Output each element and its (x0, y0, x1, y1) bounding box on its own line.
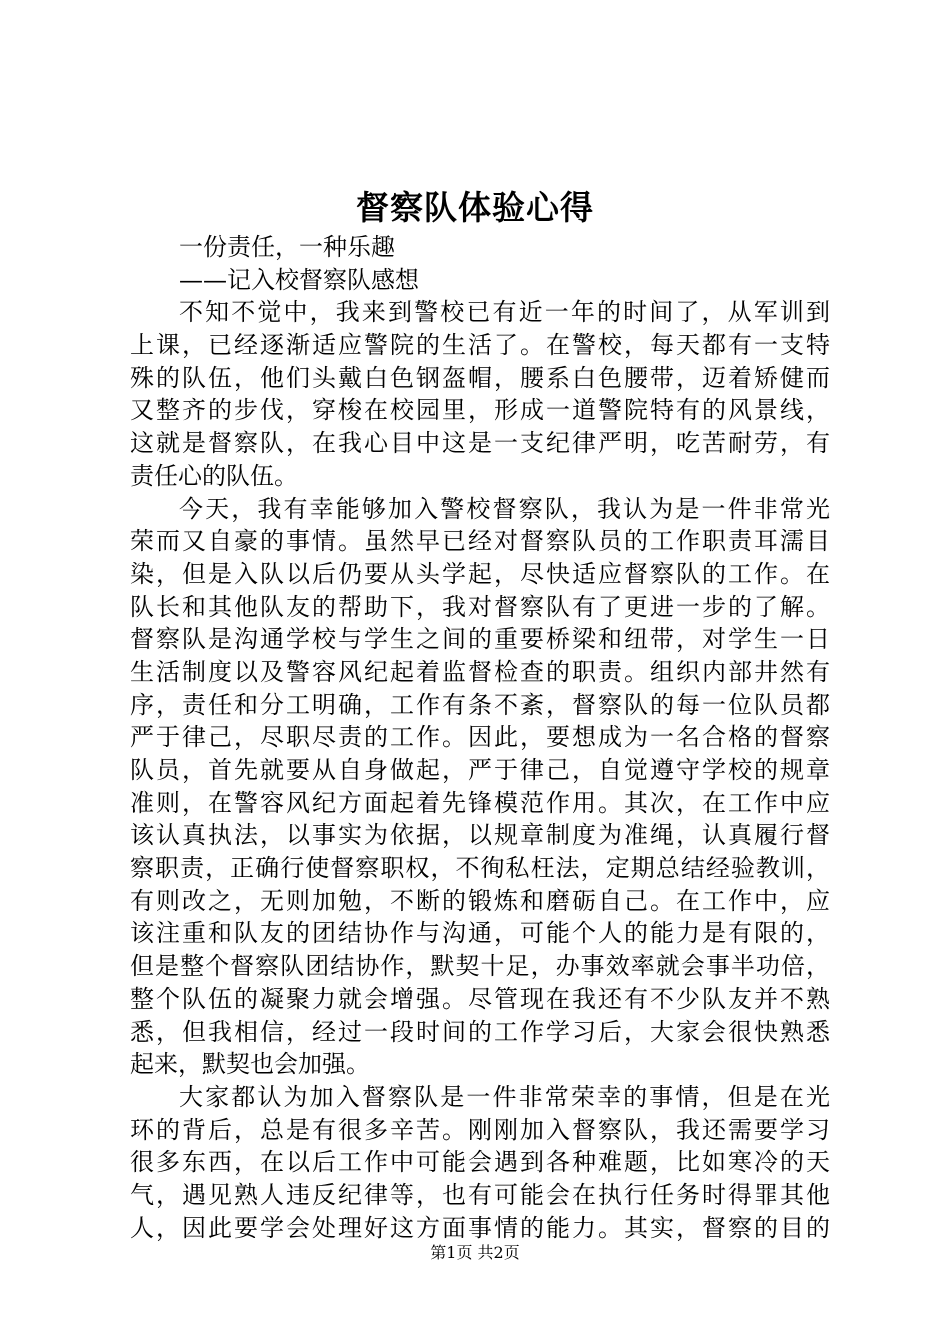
paragraph-line: 整个队伍的凝聚力就会增强。尽管现在我还有不少队友并不熟 (130, 984, 830, 1013)
paragraph-line: 起来，默契也会加强。 (130, 1050, 370, 1079)
page-footer: 第1页 共2页 (430, 1243, 520, 1262)
paragraph-line: 这就是督察队，在我心目中这是一支纪律严明，吃苦耐劳，有 (130, 429, 830, 458)
document-body (130, 231, 830, 1244)
paragraph-line: 大家都认为加入督察队是一件非常荣幸的事情，但是在光 (179, 1082, 830, 1111)
paragraph-line: 荣而又自豪的事情。虽然早已经对督察队员的工作职责耳濡目 (130, 527, 830, 556)
paragraph-line: 但是整个督察队团结协作，默契十足，办事效率就会事半功倍， (130, 952, 830, 981)
paragraph-line: 序，责任和分工明确，工作有条不紊，督察队的每一位队员都 (130, 690, 830, 719)
paragraph-line: 染，但是入队以后仍要从头学起，尽快适应督察队的工作。在 (130, 559, 830, 588)
paragraph-line: 殊的队伍，他们头戴白色钢盔帽，腰系白色腰带，迈着矫健而 (130, 363, 830, 392)
paragraph-line: 责任心的队伍。 (130, 461, 298, 490)
subtitle-line: ——记入校督察队感想 (179, 265, 419, 294)
paragraph-line: 气，遇见熟人违反纪律等，也有可能会在执行任务时得罪其他 (130, 1180, 830, 1209)
paragraph-line: 又整齐的步伐，穿梭在校园里，形成一道警院特有的风景线， (130, 396, 830, 425)
document-title: 督察队体验心得 (356, 188, 594, 227)
paragraph-line: 上课，已经逐渐适应警院的生活了。在警校，每天都有一支特 (130, 331, 830, 360)
paragraph-line: 生活制度以及警容风纪起着监督检查的职责。组织内部井然有 (130, 657, 830, 686)
paragraph-line: 该注重和队友的团结协作与沟通，可能个人的能力是有限的， (130, 919, 830, 948)
paragraph-line: 环的背后，总是有很多辛苦。刚刚加入督察队，我还需要学习 (130, 1115, 830, 1144)
paragraph-line: 队员，首先就要从自身做起，严于律己，自觉遵守学校的规章 (130, 756, 830, 784)
paragraph-line: 人，因此要学会处理好这方面事情的能力。其实，督察的目的 (130, 1213, 830, 1242)
paragraph-line: 队长和其他队友的帮助下，我对督察队有了更进一步的了解。 (130, 592, 830, 621)
paragraph-line: 有则改之，无则加勉，不断的锻炼和磨砺自己。在工作中，应 (130, 886, 830, 915)
paragraph-line: 悉，但我相信，经过一段时间的工作学习后，大家会很快熟悉 (130, 1017, 830, 1046)
paragraph-line: 今天，我有幸能够加入警校督察队，我认为是一件非常光 (179, 494, 830, 523)
paragraph-line: 严于律己，尽职尽责的工作。因此，要想成为一名合格的督察 (130, 723, 830, 752)
paragraph-line: 很多东西，在以后工作中可能会遇到各种难题，比如寒冷的天 (130, 1148, 830, 1177)
paragraph-line: 督察队是沟通学校与学生之间的重要桥梁和纽带，对学生一日 (130, 625, 830, 654)
paragraph-line: 不知不觉中，我来到警校已有近一年的时间了，从军训到 (179, 298, 830, 327)
paragraph-line: 察职责，正确行使督察职权，不徇私枉法，定期总结经验教训， (130, 854, 830, 883)
paragraph-line: 准则，在警容风纪方面起着先锋模范作用。其次，在工作中应 (130, 788, 830, 817)
subtitle-line: 一份责任，一种乐趣 (179, 233, 395, 261)
paragraph-line: 该认真执法，以事实为依据，以规章制度为准绳，认真履行督 (130, 821, 830, 850)
